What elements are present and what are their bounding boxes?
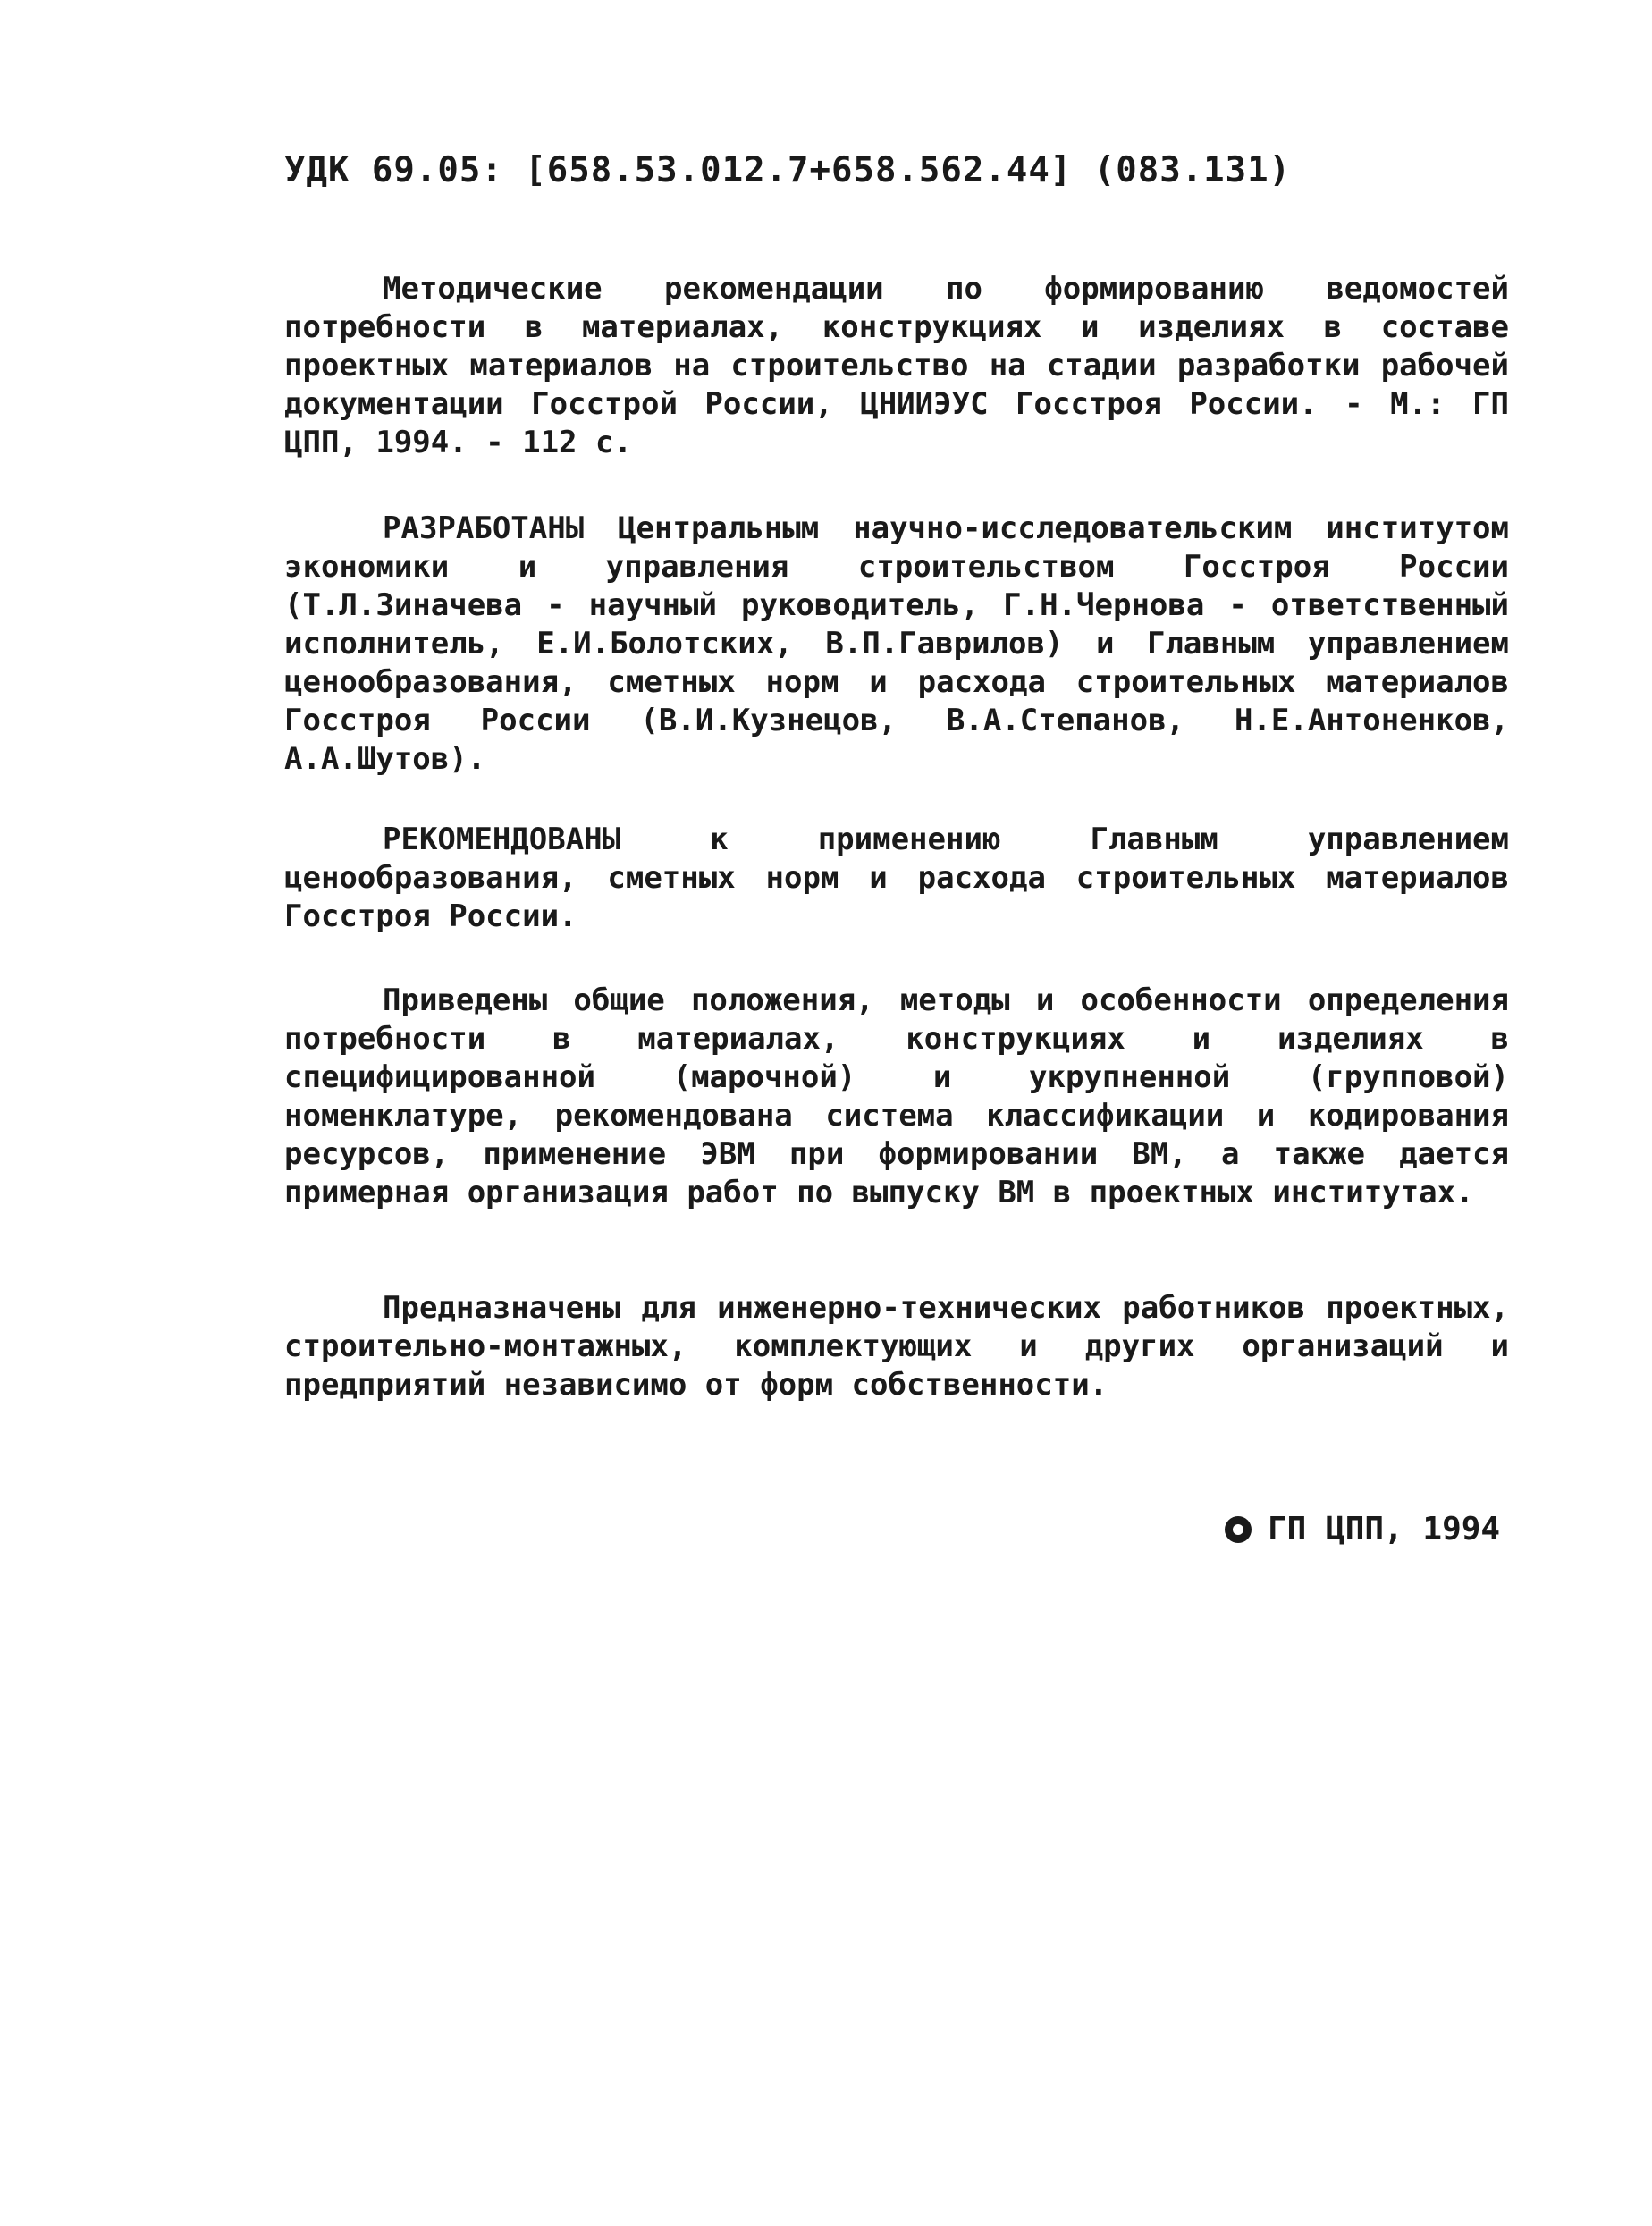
paragraph-developed-by: РАЗРАБОТАНЫ Центральным научно-исследовательским институтом экономики и управления строительством Госстроя России (Т.Л.Зиначева - научный руководитель, Г.Н.Чернова - ответственный исполнитель, Е.И.Болотских, В.П.Гаврилов) и Главным управлением ценообразования, сметных норм и расхода строительных материалов Госстроя России (В.И.Кузнецов, В.А.Степанов, Н.Е.Антоненков, А.А.Шутов).: [284, 510, 1509, 777]
udk-code: УДК 69.05: [658.53.012.7+658.562.44] (083.131): [284, 150, 1292, 190]
copyright-notice: [1225, 1511, 1500, 1547]
paragraph-bibliographic-description: Методические рекомендации по формированию ведомостей потребности в материалах, конструкциях и изделиях в составе проектных материалов на строительство на стадии разработки рабочей документации Госстрой России, ЦНИИЭУС Госстроя России. - М.: ГП ЦПП, 1994. - 112 с.: [284, 271, 1509, 460]
paragraph-intended-audience: Предназначены для инженерно-технических работников проектных, строительно-монтажных, комплектующих и других организаций и предприятий независимо от форм собственности.: [284, 1290, 1509, 1403]
copyright-text: ГП ЦПП, 1994: [1268, 1511, 1501, 1547]
paragraph-summary: Приведены общие положения, методы и особенности определения потребности в материалах, конструкциях и изделиях в специфицированной (марочной) и укрупненной (групповой) номенклатуре, рекомендована система классификации и кодирования ресурсов, применение ЭВМ при формировании ВМ, а также дается примерная организация работ по выпуску ВМ в проектных институтах.: [284, 982, 1509, 1210]
copyright-icon: [1225, 1516, 1252, 1543]
paragraph-recommended-by: РЕКОМЕНДОВАНЫ к применению Главным управлением ценообразования, сметных норм и расхода строительных материалов Госстроя России.: [284, 822, 1509, 934]
